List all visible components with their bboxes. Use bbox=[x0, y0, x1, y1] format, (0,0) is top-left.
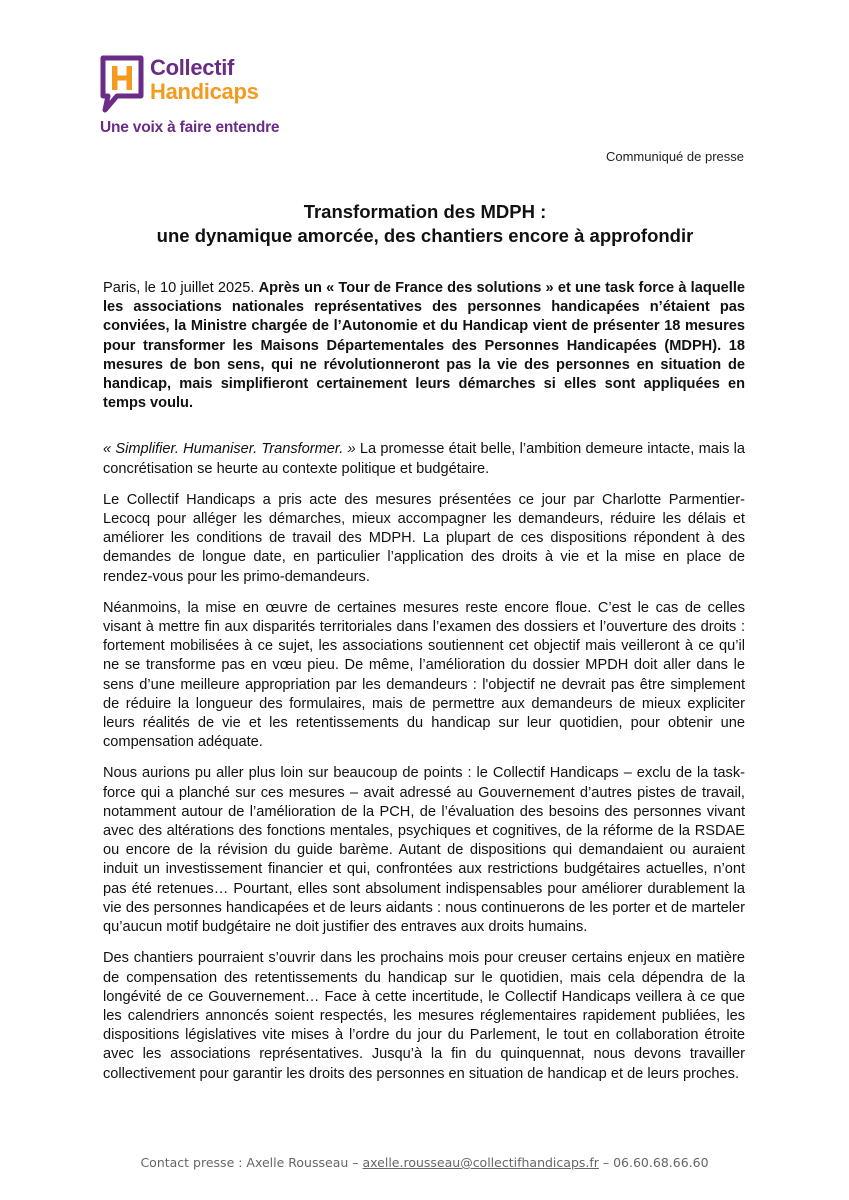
press-release-label: Communiqué de presse bbox=[605, 149, 744, 164]
paragraph-1-text: La promesse était belle, l’ambition demeure intacte, mais la concrétisation se heurte au contexte politique et budgétaire. bbox=[103, 441, 745, 477]
slogan-quote: « Simplifier. Humaniser. Transformer. » bbox=[103, 441, 356, 458]
contact-email-link[interactable]: axelle.rousseau@collectifhandicaps.fr bbox=[362, 1155, 599, 1170]
logo bbox=[100, 55, 300, 140]
logo-name-line2: Handicaps bbox=[150, 79, 259, 104]
document-title bbox=[100, 200, 750, 248]
lead-paragraph bbox=[103, 279, 745, 413]
contact-prefix: Contact presse : Axelle Rousseau – bbox=[140, 1155, 363, 1170]
title-line-1: Transformation des MDPH : bbox=[303, 201, 547, 222]
document-body bbox=[103, 279, 745, 1096]
paragraph-4: Nous aurions pu aller plus loin sur beaucoup de points : le Collectif Handicaps – exclu de la task-force qui a planché sur ces mesures – avait adressé au Gouvernement d’autres pistes de travail, notamment autour de l’amélioration de la PCH, de l’évaluation des besoins des personnes vivant avec des altérations des fonctions mentales, psychiques et cognitives, de la réforme de la RSDAE ou encore de la révision du guide barème. Autant de dispositions qui demandaient ou auraient induit un investissement financier et qui, confrontées aux restrictions budgétaires actuelles, n’ont pas été retenues… Pourtant, elles sont absolument indispensables pour améliorer durablement la vie des personnes handicapées et de leurs aidants : nous continuerons de les porter et de marteler qu’aucun motif budgétaire ne doit justifier des entraves aux droits humains. bbox=[103, 765, 745, 936]
paragraph-3: Néanmoins, la mise en œuvre de certaines mesures reste encore floue. C’est le cas de celles visant à mettre fin aux disparités territoriales dans l’examen des dossiers et l’ouverture des droits : fortement mobilisées à ce sujet, les associations soutiennent cet objectif mais veilleront à ce qu’il ne se transforme pas en vœu pieu. De même, l’amélioration du dossier MPDH doit aller dans le sens d’une meilleure appropriation par les demandeurs : l'objectif ne devrait pas être simplement de réduire la longueur des formulaires, mais de permettre aux demandeurs de mieux expliciter leurs réalités de vie et les retentissements du handicap sur leur quotidien, pour obtenir une compensation adéquate. bbox=[103, 599, 745, 751]
dateline: Paris, le 10 juillet 2025. bbox=[103, 280, 259, 296]
logo-name-line1: Collectif bbox=[150, 55, 235, 80]
paragraph-1 bbox=[103, 440, 745, 478]
logo-speech-bubble-icon bbox=[100, 55, 144, 115]
press-contact-footer bbox=[0, 1155, 849, 1170]
logo-name bbox=[150, 56, 259, 104]
lead-bold-text: Après un « Tour de France des solutions » et une task force à laquelle les associations nationales représentatives des personnes handicapées n’étaient pas conviées, la Ministre chargée de l’Autonomie et du Handicap vient de présenter 18 mesures pour transformer les Maisons Départementales des Personnes Handicapées (MDPH). 18 mesures de bon sens, qui ne révolutionneront pas la vie des personnes en situation de handicap, mais simplifieront certainement leurs démarches si elles sont appliquées en temps voulu. bbox=[103, 280, 745, 412]
title-line-2: une dynamique amorcée, des chantiers encore à approfondir bbox=[156, 225, 694, 246]
logo-tagline: Une voix à faire entendre bbox=[100, 119, 280, 136]
paragraph-2: Le Collectif Handicaps a pris acte des mesures présentées ce jour par Charlotte Parmentier-Lecocq pour alléger les démarches, mieux accompagner les demandeurs, réduire les délais et améliorer les conditions de travail des MDPH. La plupart de ces dispositions répondent à des demandes de longue date, en particulier l’application des droits à vie et la mise en place de rendez-vous pour les primo-demandeurs. bbox=[103, 491, 745, 585]
contact-phone: – 06.60.68.66.60 bbox=[598, 1155, 709, 1170]
paragraph-5: Des chantiers pourraient s’ouvrir dans les prochains mois pour creuser certains enjeux en matière de compensation des retentissements du handicap sur le quotidien, mais cela dépendra de la longévité de ce Gouvernement… Face à cette incertitude, le Collectif Handicaps veillera à ce que les calendriers annoncés soient respectés, les mesures réglementaires rapidement publiées, les dispositions législatives vite mises à l’ordre du jour du Parlement, le tout en collaboration étroite avec les associations représentatives. Jusqu’à la fin du quinquennat, nous devons travailler collectivement pour garantir les droits des personnes en situation de handicap et de leurs proches. bbox=[103, 950, 745, 1082]
